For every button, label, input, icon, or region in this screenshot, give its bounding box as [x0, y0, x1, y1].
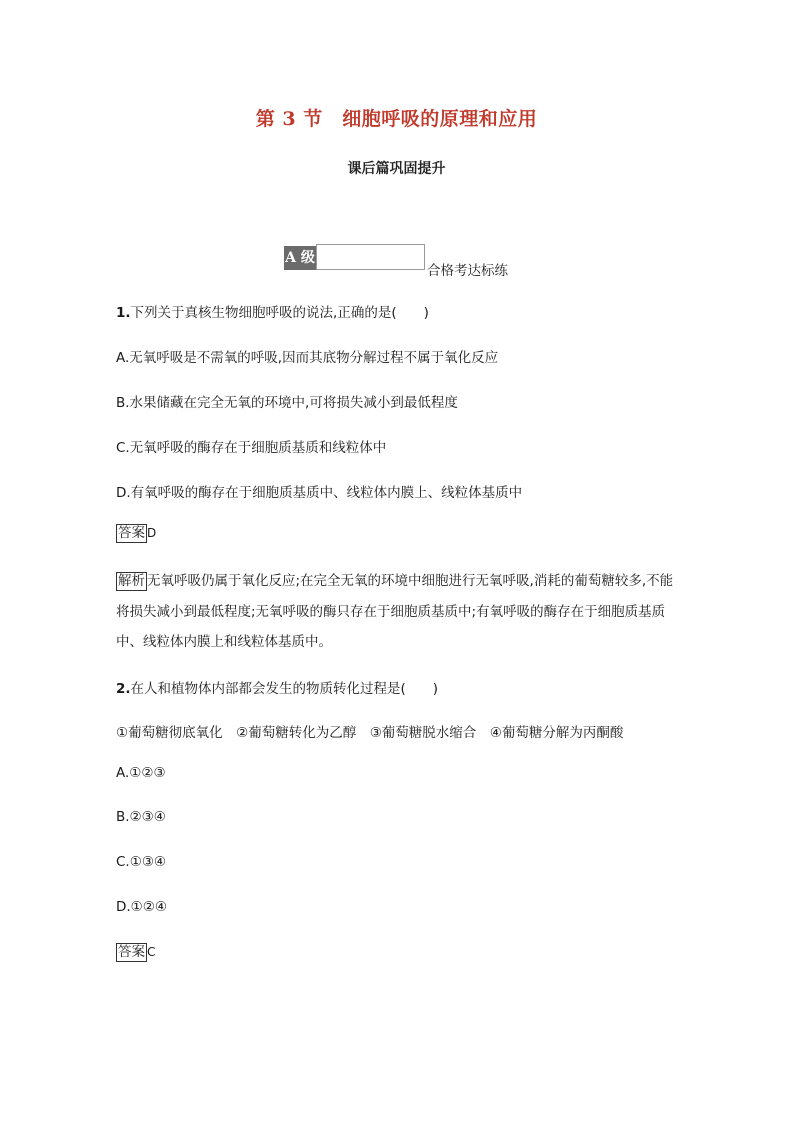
question-2-option-a: A.①②③: [116, 765, 166, 781]
question-2-number: 2.: [116, 681, 131, 697]
question-1-stem: 下列关于真核生物细胞呼吸的说法,正确的是( ): [130, 305, 429, 321]
question-1-number: 1.: [116, 305, 131, 321]
analysis-text: 无氧呼吸仍属于氧化反应;在完全无氧的环境中细胞进行无氧呼吸,消耗的葡萄糖较多,不能将损失减小到最低程度;无氧呼吸的酶只存在于细胞质基质中;有氧呼吸的酶存在于细胞质基质中、线粒体内膜上和线粒体基质中。: [116, 573, 674, 650]
question-2: [116, 677, 438, 697]
question-1: [116, 301, 429, 321]
question-2-option-d: D.①②④: [116, 899, 167, 915]
question-1-analysis: [116, 566, 676, 658]
question-2-option-b: B.②③④: [116, 809, 166, 825]
answer-value: C: [147, 945, 156, 959]
question-2-answer: [116, 943, 155, 962]
question-2-option-c: C.①③④: [116, 854, 167, 870]
page-title: 第 3 节 细胞呼吸的原理和应用: [255, 108, 538, 130]
level-box: [316, 244, 425, 270]
question-2-stem: 在人和植物体内部都会发生的物质转化过程是( ): [130, 681, 439, 697]
level-badge: A 级: [284, 246, 316, 270]
question-1-answer: [116, 524, 156, 543]
level-label: 合格考达标练: [427, 263, 508, 279]
analysis-tag: 解析: [118, 573, 145, 589]
answer-tag: 答案: [118, 944, 145, 960]
section-subtitle: 课后篇巩固提升: [347, 161, 446, 177]
question-1-option-a: A.无氧呼吸是不需氧的呼吸,因而其底物分解过程不属于氧化反应: [116, 350, 499, 366]
question-1-option-b: B.水果储藏在完全无氧的环境中,可将损失减小到最低程度: [116, 395, 458, 411]
question-1-option-d: D.有氧呼吸的酶存在于细胞质基质中、线粒体内膜上、线粒体基质中: [116, 485, 523, 501]
answer-value: D: [147, 526, 157, 540]
answer-tag: 答案: [118, 525, 145, 541]
question-2-items: ①葡萄糖彻底氧化 ②葡萄糖转化为乙醇 ③葡萄糖脱水缩合 ④葡萄糖分解为丙酮酸: [116, 725, 624, 741]
question-1-option-c: C.无氧呼吸的酶存在于细胞质基质和线粒体中: [116, 440, 387, 456]
